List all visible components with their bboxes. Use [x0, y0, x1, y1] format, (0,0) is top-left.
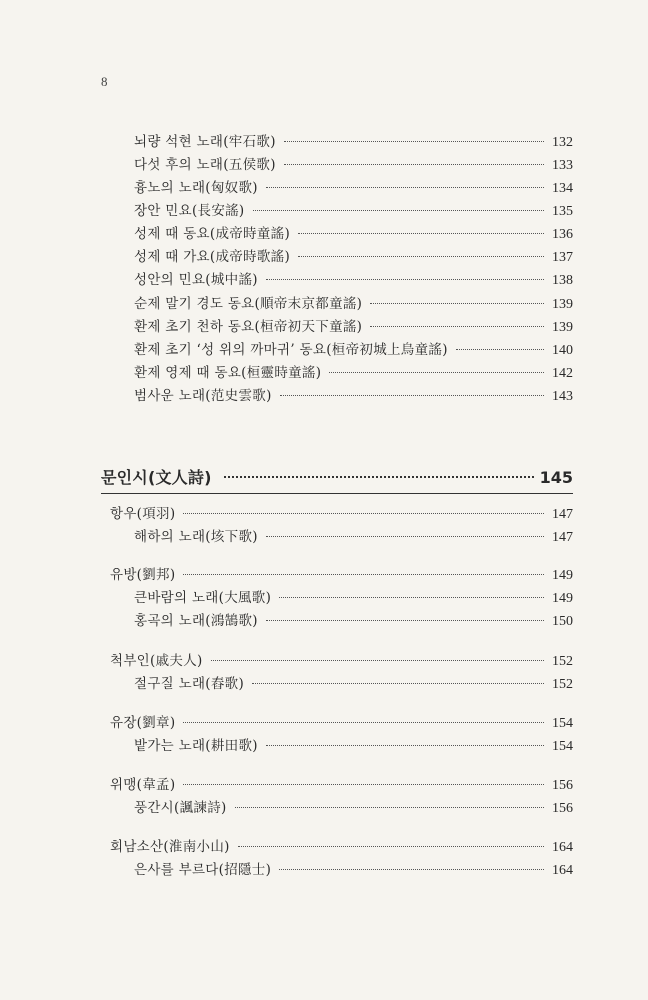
toc-row[interactable]: [134, 364, 573, 382]
dot-leader: [284, 141, 544, 142]
toc-page: 139: [552, 297, 573, 312]
toc-page: 149: [552, 568, 573, 583]
dot-leader: [284, 164, 544, 165]
dot-leader: [235, 807, 544, 808]
toc-row[interactable]: [134, 612, 573, 630]
toc-page: 140: [552, 343, 573, 358]
toc-row[interactable]: [134, 387, 573, 405]
toc-page: 136: [552, 227, 573, 242]
toc-row[interactable]: [134, 179, 573, 197]
toc-title: 유장(劉章): [110, 715, 176, 731]
toc-title: 뇌량 석현 노래(牢石歌): [134, 134, 276, 150]
toc-title: 큰바람의 노래(大風歌): [134, 590, 272, 606]
toc-title: 흉노의 노래(匈奴歌): [134, 180, 258, 196]
toc-page: 143: [552, 389, 573, 404]
toc-group-row[interactable]: [110, 505, 573, 523]
dot-leader: [266, 620, 544, 621]
toc-page: 154: [552, 716, 573, 731]
toc-title: 홍곡의 노래(鴻鵠歌): [134, 613, 258, 629]
toc-title: 환제 영제 때 동요(桓靈時童謠): [134, 365, 322, 381]
toc-title: 회남소산(淮南小山): [110, 839, 230, 855]
toc-row[interactable]: [134, 295, 573, 313]
toc-page: 152: [552, 654, 573, 669]
page-number: 8: [101, 74, 108, 89]
toc-row[interactable]: [134, 248, 573, 266]
section-page: 145: [539, 468, 573, 487]
dot-leader: [266, 187, 544, 188]
dot-leader: [238, 846, 544, 847]
toc-page: 164: [552, 863, 573, 878]
toc-title: 은사를 부르다(招隱士): [134, 862, 272, 878]
toc-group-row[interactable]: [110, 652, 573, 670]
toc-page: 147: [552, 530, 573, 545]
toc-page: 142: [552, 366, 573, 381]
toc-row[interactable]: [134, 341, 573, 359]
dot-leader: [456, 349, 544, 350]
toc-page: 154: [552, 739, 573, 754]
dot-leader: [266, 536, 544, 537]
toc-page: 133: [552, 158, 573, 173]
toc-page: 150: [552, 614, 573, 629]
dot-leader: [280, 395, 544, 396]
toc-page: 156: [552, 801, 573, 816]
toc-row[interactable]: [134, 675, 573, 693]
dot-leader: [183, 574, 544, 575]
toc-page: 149: [552, 591, 573, 606]
dot-leader: [370, 303, 544, 304]
dot-leader: [183, 513, 544, 514]
dot-leader: [279, 597, 544, 598]
dot-leader: [224, 476, 534, 478]
dot-leader: [370, 326, 544, 327]
toc-title: 성제 때 가요(成帝時歌謠): [134, 249, 291, 265]
toc-row[interactable]: [134, 133, 573, 151]
dot-leader: [266, 745, 544, 746]
toc-row[interactable]: [134, 799, 573, 817]
toc-page: 156: [552, 778, 573, 793]
toc-title: 밭가는 노래(耕田歌): [134, 738, 258, 754]
toc-page: 135: [552, 204, 573, 219]
toc-title: 환제 초기 ‘성 위의 까마귀’ 동요(桓帝初城上烏童謠): [134, 342, 448, 358]
toc-page: 139: [552, 320, 573, 335]
toc-row[interactable]: [134, 271, 573, 289]
toc-group-row[interactable]: [110, 776, 573, 794]
toc-title: 절구질 노래(舂歌): [134, 676, 245, 692]
toc-page: 132: [552, 135, 573, 150]
toc-title: 환제 초기 천하 동요(桓帝初天下童謠): [134, 319, 363, 335]
toc-page: 137: [552, 250, 573, 265]
toc-row[interactable]: [134, 202, 573, 220]
toc-page: 147: [552, 507, 573, 522]
toc-group-row[interactable]: [110, 714, 573, 732]
toc-row[interactable]: [134, 528, 573, 546]
toc-page: 152: [552, 677, 573, 692]
dot-leader: [298, 256, 544, 257]
section-rule: [101, 493, 573, 494]
dot-leader: [252, 683, 544, 684]
dot-leader: [183, 722, 544, 723]
toc-title: 척부인(戚夫人): [110, 653, 203, 669]
toc-group-row[interactable]: [110, 838, 573, 856]
toc-row[interactable]: [134, 589, 573, 607]
toc-title: 위맹(韋孟): [110, 777, 176, 793]
section-title: 문인시(文人詩): [101, 468, 212, 487]
toc-title: 풍간시(諷諫詩): [134, 800, 227, 816]
toc-page: 164: [552, 840, 573, 855]
toc-title: 순제 말기 경도 동요(順帝末京都童謠): [134, 296, 363, 312]
toc-title: 항우(項羽): [110, 506, 176, 522]
dot-leader: [183, 784, 544, 785]
toc-row[interactable]: [134, 861, 573, 879]
toc-title: 해하의 노래(垓下歌): [134, 529, 258, 545]
toc-row[interactable]: [134, 225, 573, 243]
toc-row[interactable]: [134, 156, 573, 174]
dot-leader: [279, 869, 544, 870]
toc-title: 성제 때 동요(成帝時童謠): [134, 226, 291, 242]
dot-leader: [266, 279, 544, 280]
toc-title: 다섯 후의 노래(五侯歌): [134, 157, 276, 173]
toc-page: 134: [552, 181, 573, 196]
dot-leader: [253, 210, 545, 211]
toc-group-row[interactable]: [110, 566, 573, 584]
toc-title: 범사운 노래(范史雲歌): [134, 388, 272, 404]
section-heading[interactable]: [101, 465, 573, 489]
toc-row[interactable]: [134, 737, 573, 755]
dot-leader: [329, 372, 544, 373]
toc-row[interactable]: [134, 318, 573, 336]
toc-page: 138: [552, 273, 573, 288]
toc-title: 장안 민요(長安謠): [134, 203, 245, 219]
dot-leader: [298, 233, 544, 234]
toc-title: 유방(劉邦): [110, 567, 176, 583]
toc-title: 성안의 민요(城中謠): [134, 272, 258, 288]
dot-leader: [211, 660, 544, 661]
